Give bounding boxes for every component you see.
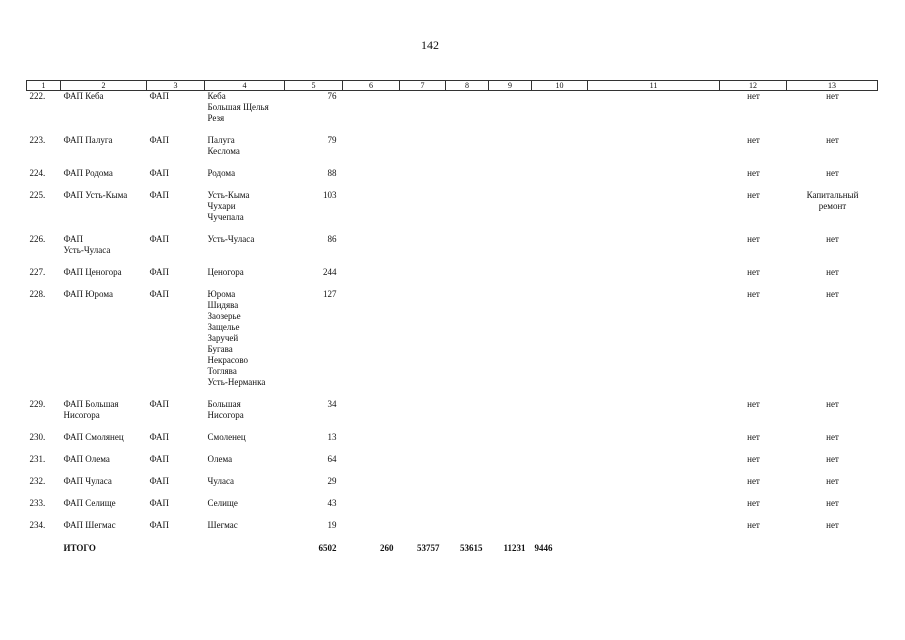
population-value: 127 xyxy=(323,289,337,299)
served-settlements: Большая Нисогора xyxy=(207,399,244,420)
total-label: ИТОГО xyxy=(63,543,96,553)
empty-cell xyxy=(532,135,588,168)
empty-cell xyxy=(489,234,532,267)
facility-type: ФАП xyxy=(149,476,170,486)
column-13-value: нет xyxy=(826,267,839,277)
empty-cell xyxy=(588,399,720,432)
empty-cell xyxy=(343,135,400,168)
column-12-value: нет xyxy=(747,476,760,486)
table-row xyxy=(27,399,878,432)
served-settlements: Шегмас xyxy=(207,520,238,530)
total-column-8: 53615 xyxy=(460,543,483,553)
empty-cell xyxy=(532,476,588,498)
facility-name: ФАП Кеба xyxy=(63,91,104,101)
facilities-table xyxy=(26,80,878,554)
empty-cell xyxy=(205,542,285,554)
column-12-value: нет xyxy=(747,234,760,244)
empty-cell xyxy=(489,91,532,136)
empty-cell xyxy=(588,454,720,476)
empty-cell xyxy=(588,520,720,542)
empty-cell xyxy=(400,454,446,476)
empty-cell xyxy=(489,399,532,432)
facility-name: ФАП Большая Нисогора xyxy=(63,399,119,420)
empty-cell xyxy=(588,542,720,554)
empty-cell xyxy=(588,190,720,234)
table-row xyxy=(27,289,878,399)
column-13-value: нет xyxy=(826,498,839,508)
total-column-9: 11231 xyxy=(503,543,526,553)
column-12-value: нет xyxy=(747,454,760,464)
table-row xyxy=(27,234,878,267)
population-value: 88 xyxy=(327,168,337,178)
table-row xyxy=(27,498,878,520)
table-row xyxy=(27,520,878,542)
column-number-header xyxy=(27,81,878,91)
column-13-value: нет xyxy=(826,289,839,299)
facility-type: ФАП xyxy=(149,234,170,244)
empty-cell xyxy=(489,190,532,234)
column-12-value: нет xyxy=(747,267,760,277)
row-number: 222. xyxy=(29,91,46,101)
column-12-value: нет xyxy=(747,498,760,508)
empty-cell xyxy=(532,289,588,399)
empty-cell xyxy=(446,168,489,190)
column-12-value: нет xyxy=(747,91,760,101)
empty-cell xyxy=(343,234,400,267)
served-settlements: Чуласа xyxy=(207,476,235,486)
empty-cell xyxy=(446,498,489,520)
column-13-value: нет xyxy=(826,520,839,530)
row-number: 228. xyxy=(29,289,46,299)
empty-cell xyxy=(343,520,400,542)
empty-cell xyxy=(343,476,400,498)
column-13-value: нет xyxy=(826,168,839,178)
facility-name: ФАП Шегмас xyxy=(63,520,116,530)
empty-cell xyxy=(489,289,532,399)
empty-cell xyxy=(446,234,489,267)
row-number: 231. xyxy=(29,454,46,464)
empty-cell xyxy=(446,267,489,289)
column-13-value: нет xyxy=(826,135,839,145)
facility-type: ФАП xyxy=(149,289,170,299)
facility-name: ФАП Юрома xyxy=(63,289,113,299)
facility-type: ФАП xyxy=(149,135,170,145)
row-number: 233. xyxy=(29,498,46,508)
empty-cell xyxy=(400,168,446,190)
facility-name: ФАП Смолянец xyxy=(63,432,124,442)
empty-cell xyxy=(147,542,205,554)
column-header-2: 2 xyxy=(61,81,147,91)
population-value: 79 xyxy=(327,135,337,145)
empty-cell xyxy=(446,476,489,498)
empty-cell xyxy=(400,234,446,267)
empty-cell xyxy=(446,91,489,136)
column-header-12: 12 xyxy=(720,81,787,91)
column-13-value: нет xyxy=(826,234,839,244)
facility-name: ФАП Палуга xyxy=(63,135,113,145)
column-12-value: нет xyxy=(747,432,760,442)
facility-name: ФАП Олема xyxy=(63,454,110,464)
empty-cell xyxy=(27,542,61,554)
empty-cell xyxy=(588,498,720,520)
population-value: 19 xyxy=(327,520,337,530)
table-row xyxy=(27,432,878,454)
facility-name: ФАП Селище xyxy=(63,498,116,508)
column-header-1: 1 xyxy=(27,81,61,91)
column-header-5: 5 xyxy=(285,81,343,91)
empty-cell xyxy=(489,498,532,520)
empty-cell xyxy=(489,432,532,454)
facility-type: ФАП xyxy=(149,190,170,200)
population-value: 76 xyxy=(327,91,337,101)
population-value: 244 xyxy=(323,267,337,277)
column-header-13: 13 xyxy=(787,81,878,91)
empty-cell xyxy=(343,91,400,136)
population-value: 13 xyxy=(327,432,337,442)
served-settlements: Юрома Шидява Заозерье Защелье Заручей Бугава Некрасово Тоглява Усть-Нерманка xyxy=(207,289,266,387)
table-row xyxy=(27,135,878,168)
facility-type: ФАП xyxy=(149,520,170,530)
table-row xyxy=(27,168,878,190)
served-settlements: Усть-Чуласа xyxy=(207,234,255,244)
empty-cell xyxy=(400,190,446,234)
empty-cell xyxy=(588,234,720,267)
empty-cell xyxy=(720,542,787,554)
facility-name: ФАП Родома xyxy=(63,168,113,178)
empty-cell xyxy=(400,289,446,399)
empty-cell xyxy=(532,498,588,520)
row-number: 227. xyxy=(29,267,46,277)
table-row xyxy=(27,454,878,476)
empty-cell xyxy=(588,267,720,289)
population-value: 34 xyxy=(327,399,337,409)
empty-cell xyxy=(343,399,400,432)
empty-cell xyxy=(446,399,489,432)
empty-cell xyxy=(446,454,489,476)
row-number: 232. xyxy=(29,476,46,486)
empty-cell xyxy=(400,476,446,498)
empty-cell xyxy=(446,520,489,542)
table-row xyxy=(27,190,878,234)
population-value: 43 xyxy=(327,498,337,508)
table-body xyxy=(27,91,878,555)
column-header-4: 4 xyxy=(205,81,285,91)
empty-cell xyxy=(343,432,400,454)
served-settlements: Палуга Кеслома xyxy=(207,135,240,156)
table-row xyxy=(27,476,878,498)
total-column-7: 53757 xyxy=(417,543,440,553)
column-12-value: нет xyxy=(747,135,760,145)
population-value: 29 xyxy=(327,476,337,486)
column-12-value: нет xyxy=(747,190,760,200)
empty-cell xyxy=(787,542,878,554)
empty-cell xyxy=(400,498,446,520)
facility-name: ФАП Усть-Кыма xyxy=(63,190,128,200)
column-header-8: 8 xyxy=(446,81,489,91)
column-header-6: 6 xyxy=(343,81,400,91)
empty-cell xyxy=(588,168,720,190)
empty-cell xyxy=(400,520,446,542)
empty-cell xyxy=(532,267,588,289)
column-13-value: нет xyxy=(826,91,839,101)
row-number: 225. xyxy=(29,190,46,200)
total-column-6: 260 xyxy=(380,543,394,553)
served-settlements: Ценогора xyxy=(207,267,244,277)
facility-type: ФАП xyxy=(149,454,170,464)
empty-cell xyxy=(489,267,532,289)
empty-cell xyxy=(588,432,720,454)
empty-cell xyxy=(489,520,532,542)
empty-cell xyxy=(489,135,532,168)
empty-cell xyxy=(588,289,720,399)
facility-type: ФАП xyxy=(149,168,170,178)
facility-name: ФАП Усть-Чуласа xyxy=(63,234,111,255)
served-settlements: Селище xyxy=(207,498,238,508)
column-13-value: нет xyxy=(826,476,839,486)
column-12-value: нет xyxy=(747,289,760,299)
column-13-value: Капитальный ремонт xyxy=(806,190,859,211)
page-number: 142 xyxy=(421,38,439,52)
empty-cell xyxy=(489,454,532,476)
row-number: 230. xyxy=(29,432,46,442)
table-row xyxy=(27,91,878,136)
facility-name: ФАП Ценогора xyxy=(63,267,122,277)
empty-cell xyxy=(532,520,588,542)
served-settlements: Смоленец xyxy=(207,432,246,442)
facility-type: ФАП xyxy=(149,91,170,101)
column-13-value: нет xyxy=(826,454,839,464)
column-header-3: 3 xyxy=(147,81,205,91)
population-value: 103 xyxy=(323,190,337,200)
empty-cell xyxy=(588,476,720,498)
empty-cell xyxy=(532,91,588,136)
column-header-10: 10 xyxy=(532,81,588,91)
empty-cell xyxy=(400,399,446,432)
row-number: 229. xyxy=(29,399,46,409)
empty-cell xyxy=(532,399,588,432)
column-12-value: нет xyxy=(747,168,760,178)
column-header-7: 7 xyxy=(400,81,446,91)
empty-cell xyxy=(343,190,400,234)
column-13-value: нет xyxy=(826,432,839,442)
empty-cell xyxy=(532,234,588,267)
empty-cell xyxy=(446,190,489,234)
empty-cell xyxy=(446,135,489,168)
empty-cell xyxy=(532,168,588,190)
column-12-value: нет xyxy=(747,520,760,530)
row-number: 226. xyxy=(29,234,46,244)
table-row xyxy=(27,267,878,289)
empty-cell xyxy=(532,454,588,476)
empty-cell xyxy=(343,289,400,399)
facility-name: ФАП Чуласа xyxy=(63,476,112,486)
served-settlements: Кеба Большая Щелья Резя xyxy=(207,91,269,123)
empty-cell xyxy=(343,454,400,476)
empty-cell xyxy=(588,91,720,136)
empty-cell xyxy=(400,135,446,168)
empty-cell xyxy=(400,432,446,454)
empty-cell xyxy=(532,190,588,234)
served-settlements: Усть-Кыма Чухари Чучепала xyxy=(207,190,250,222)
column-header-11: 11 xyxy=(588,81,720,91)
served-settlements: Родома xyxy=(207,168,236,178)
total-column-5: 6502 xyxy=(318,543,337,553)
empty-cell xyxy=(400,91,446,136)
row-number: 223. xyxy=(29,135,46,145)
facility-type: ФАП xyxy=(149,399,170,409)
empty-cell xyxy=(489,476,532,498)
total-row xyxy=(27,542,878,554)
empty-cell xyxy=(400,267,446,289)
facility-type: ФАП xyxy=(149,432,170,442)
empty-cell xyxy=(343,267,400,289)
served-settlements: Олема xyxy=(207,454,233,464)
total-column-10: 9446 xyxy=(534,543,553,553)
empty-cell xyxy=(343,498,400,520)
empty-cell xyxy=(343,168,400,190)
row-number: 234. xyxy=(29,520,46,530)
facility-type: ФАП xyxy=(149,267,170,277)
empty-cell xyxy=(489,168,532,190)
column-12-value: нет xyxy=(747,399,760,409)
empty-cell xyxy=(532,432,588,454)
facility-type: ФАП xyxy=(149,498,170,508)
population-value: 64 xyxy=(327,454,337,464)
population-value: 86 xyxy=(327,234,337,244)
row-number: 224. xyxy=(29,168,46,178)
empty-cell xyxy=(588,135,720,168)
column-13-value: нет xyxy=(826,399,839,409)
empty-cell xyxy=(446,432,489,454)
empty-cell xyxy=(446,289,489,399)
column-header-9: 9 xyxy=(489,81,532,91)
